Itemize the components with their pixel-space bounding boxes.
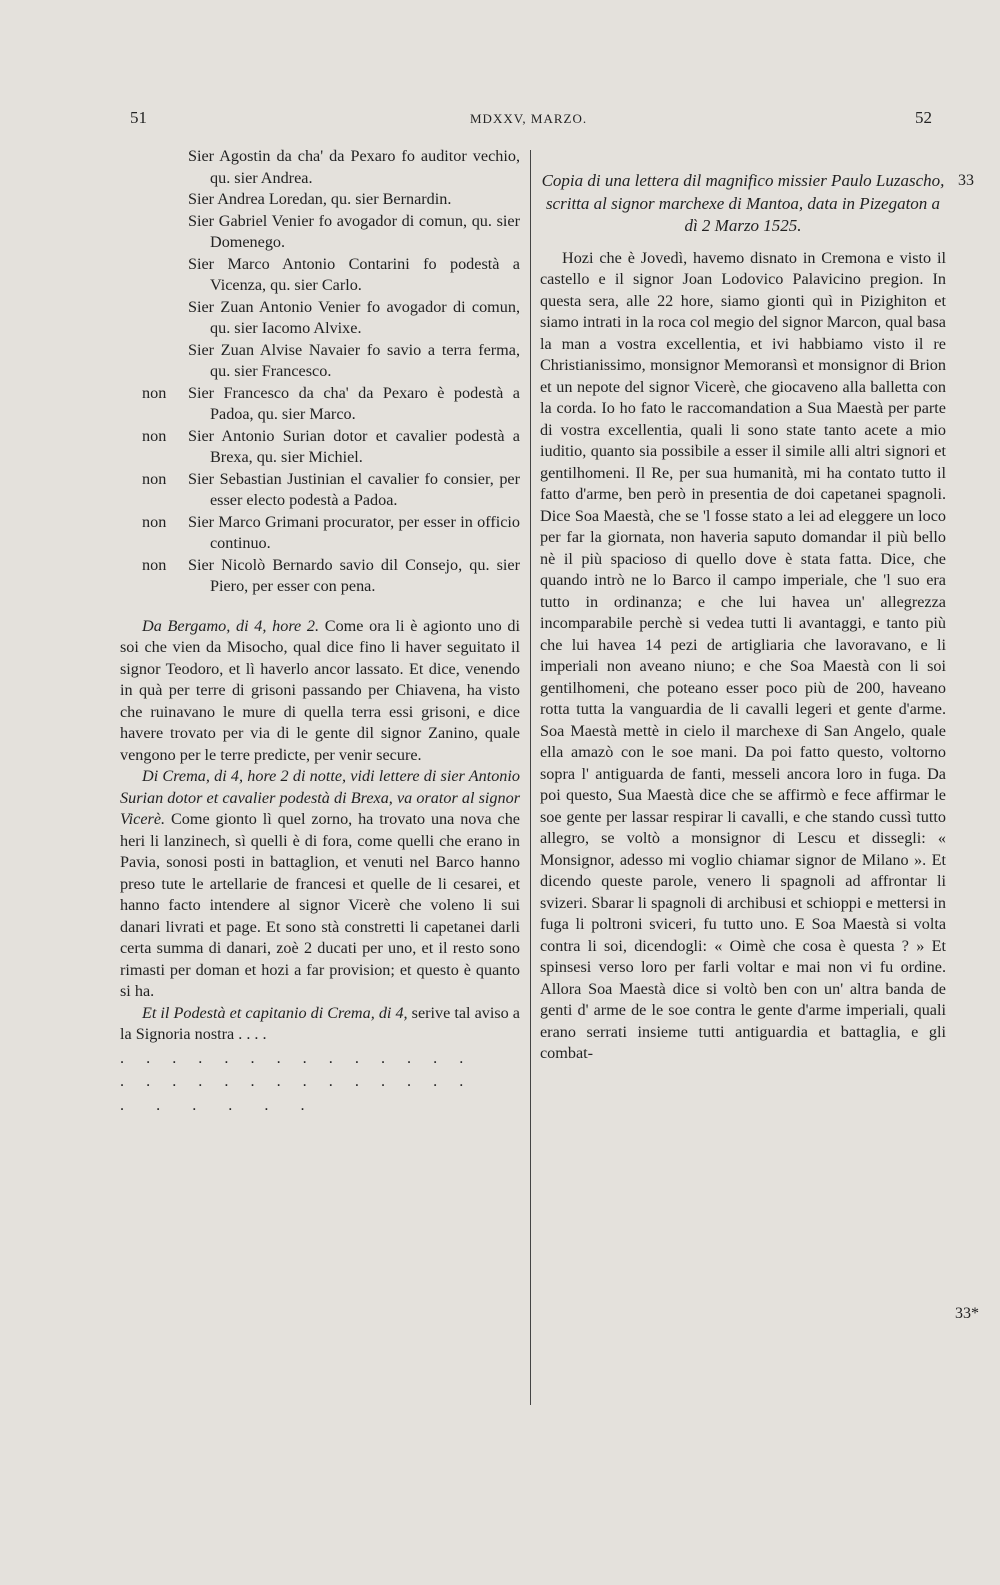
right-page-number: 52 xyxy=(915,108,932,127)
list-item: non Sier Antonio Surian dotor et cavalier podestà a Brexa, qu. sier Michiel. xyxy=(142,426,520,466)
ellipsis-line: . . . . . . xyxy=(120,1095,319,1114)
list-item: Sier Gabriel Venier fo avogador di comun, qu. sier Domenego. xyxy=(188,211,520,251)
page-header xyxy=(0,108,1000,132)
list-item: Sier Andrea Loredan, qu. sier Bernardin. xyxy=(188,190,452,208)
list-item: non Sier Francesco da cha' da Pexaro è podestà a Padoa, qu. sier Marco. xyxy=(142,383,520,423)
running-title: MDXXV, MARZO. xyxy=(470,111,588,126)
list-item: non Sier Marco Grimani procurator, per esser in officio continuo. xyxy=(142,512,520,552)
right-column xyxy=(540,170,946,1065)
paragraph-bergamo: Da Bergamo, di 4, hore 2. Come ora li è agionto uno di soi che vien da Misocho, qual dice fino li haver seguitato il signor Teodoro, et lì haverlo ancor lassato. Et dice, venendo in quà per terre di grisoni passando per Chiavena, ha visto che ruinavano le mure di quella terra essi grisoni, e dice havere trovato per via di le gente dil signor Zanino, quale vengono per le terre predicte, per venir secure. xyxy=(120,616,520,764)
list-item: Sier Agostin da cha' da Pexaro fo auditor vechio, qu. sier Andrea. xyxy=(188,147,520,187)
list-item: Sier Marco Antonio Contarini fo podestà a Vicenza, qu. sier Carlo. xyxy=(188,254,520,294)
paragraph-crema: Di Crema, di 4, hore 2 di notte, vidi lettere di sier Antonio Surian dotor et cavalier podestà di Brexa, va orator al signor Vicerè. Come gionto lì quel zorno, ha trovato una nova che heri li lanzinech, sì quelli è di fora, come quelli che erano in Pavia, sonosi posti in battaglion, et venuti nel Barco hanno preso tute le artellarie de francesi et quelle de li cesarei, et hanno facto intendere al signor Vicerè che voleno li sui danari livrati et page. Et sono stà constretti li capetanei darli certa summa di danari, zoè 2 ducati per uno, et il resto sono rimasti per doman et hozi a far provision; et questo è quanto si ha. xyxy=(120,767,520,1000)
letter-title: Copia di una lettera dil magnifico missier Paulo Luzascho, scritta al signor marchexe di Mantoa, data in Pizegaton a dì 2 Marzo 1525. xyxy=(541,171,945,235)
list-item: non Sier Sebastian Justinian el cavalier fo consier, per esser electo podestà a Padoa. xyxy=(142,469,520,509)
column-rule xyxy=(530,150,531,1405)
margin-number: 33 xyxy=(958,172,974,189)
list-item: Sier Zuan Antonio Venier fo avogador di comun, qu. sier Iacomo Alvixe. xyxy=(188,297,520,337)
left-page-number: 51 xyxy=(130,108,147,127)
letter-body: Hozi che è Jovedì, havemo disnato in Cremona e visto il castello e il signor Joan Lodovico Palavicino pregion. In questa sera, alle 22 hore, siamo gionti quì in Pizighiton et siamo intrati in la roca col megio del signor Marcon, qual basa la man a vostra excellentia, et ivi habbiamo visto il re Christianissimo, monsignor Memoransì et monsignor di Brion et un nepote del signor Vicerè, che giocaveno alla balletta con la corda. Io ho fato le raccomandation a Sua Maestà per parte di vostra excellentia, quali li sono state tanto acete a mio iuditio, quanto sia possibile a esser il simile alli altri signori et gentilhomeni. Il Re, per sua humanità, mi ha contato tutto il fatto d'arme, ben però in presentia de doi capetanei spagnoli. Dice Soa Maestà, che se 'l fosse stato a lei ad eleggere un loco per far la giornata, non haveria saputo domandar il più bello nè il più spacioso di quello dove è stata fatta. Dice, che quando intrò ne lo Barco il campo imperiale, che 'l suo era tutto in ordinanza; e che lui havea un' allegrezza incomparabile perchè si vedea tutti li avantaggi, e tanto più che lui havea 14 pezi de artigliaria che lavoravano, e li imperiali non aveano niuno; e che Soa Maestà con li soi gentilhomeni, che poteano esser poco più de 200, haveano rotta tutta la vanguardia de li cavalli legeri et gente d'arme. Soa Maestà mettè in cielo il marchexe di San Angelo, quale ella amazò con le soe mani. Da poi fatto questo, voltorno sopra l' antiguarda de fanti, messeli ancora loro in fuga. Da poi questo, Sua Maestà dice che se affirmò e fece affirmar le soe gente per lassar respirar li cavalli, e che stando cussì tutto allegro, se voltò a monsignor di Lescu et dissegli: « Monsignor, adesso mi voglio chiamar signor de Milano ». Et dicendo queste parole, venero li spagnoli ad affrontar li svizeri. Sbarar li spagnoli di archibusi et schioppi e mettersi in fuga li poltroni sviceri, fu tutto uno. E Soa Maestà si volta contra li soi, dicendogli: « Oimè che cosa è questa ? » Et spinsesi verso loro per farli voltar e mai non vi fu ordine. Allora Soa Maestà dice si voltò ben con un' altra banda de genti d' arme de le soe contra le gente d'arme imperiali, quali erano serrati insieme tutti antiguardia et battaglia, e gli combat- xyxy=(540,248,946,1062)
election-list xyxy=(120,146,520,598)
paragraph-podesta: Et il Podestà et capitanio di Crema, di 4, serive tal aviso a la Signoria nostra . . . . xyxy=(120,1003,520,1043)
left-column xyxy=(120,146,520,1116)
list-item: non Sier Nicolò Bernardo savio dil Consejo, qu. sier Piero, per esser con pena. xyxy=(142,555,520,595)
ellipsis-line: . . . . . . . . . . . . . . xyxy=(120,1072,473,1090)
margin-number: 33* xyxy=(955,1305,979,1322)
ellipsis-line: . . . . . . . . . . . . . . xyxy=(120,1048,473,1067)
list-item: Sier Zuan Alvise Navaier fo savio a terra ferma, qu. sier Francesco. xyxy=(188,340,520,380)
